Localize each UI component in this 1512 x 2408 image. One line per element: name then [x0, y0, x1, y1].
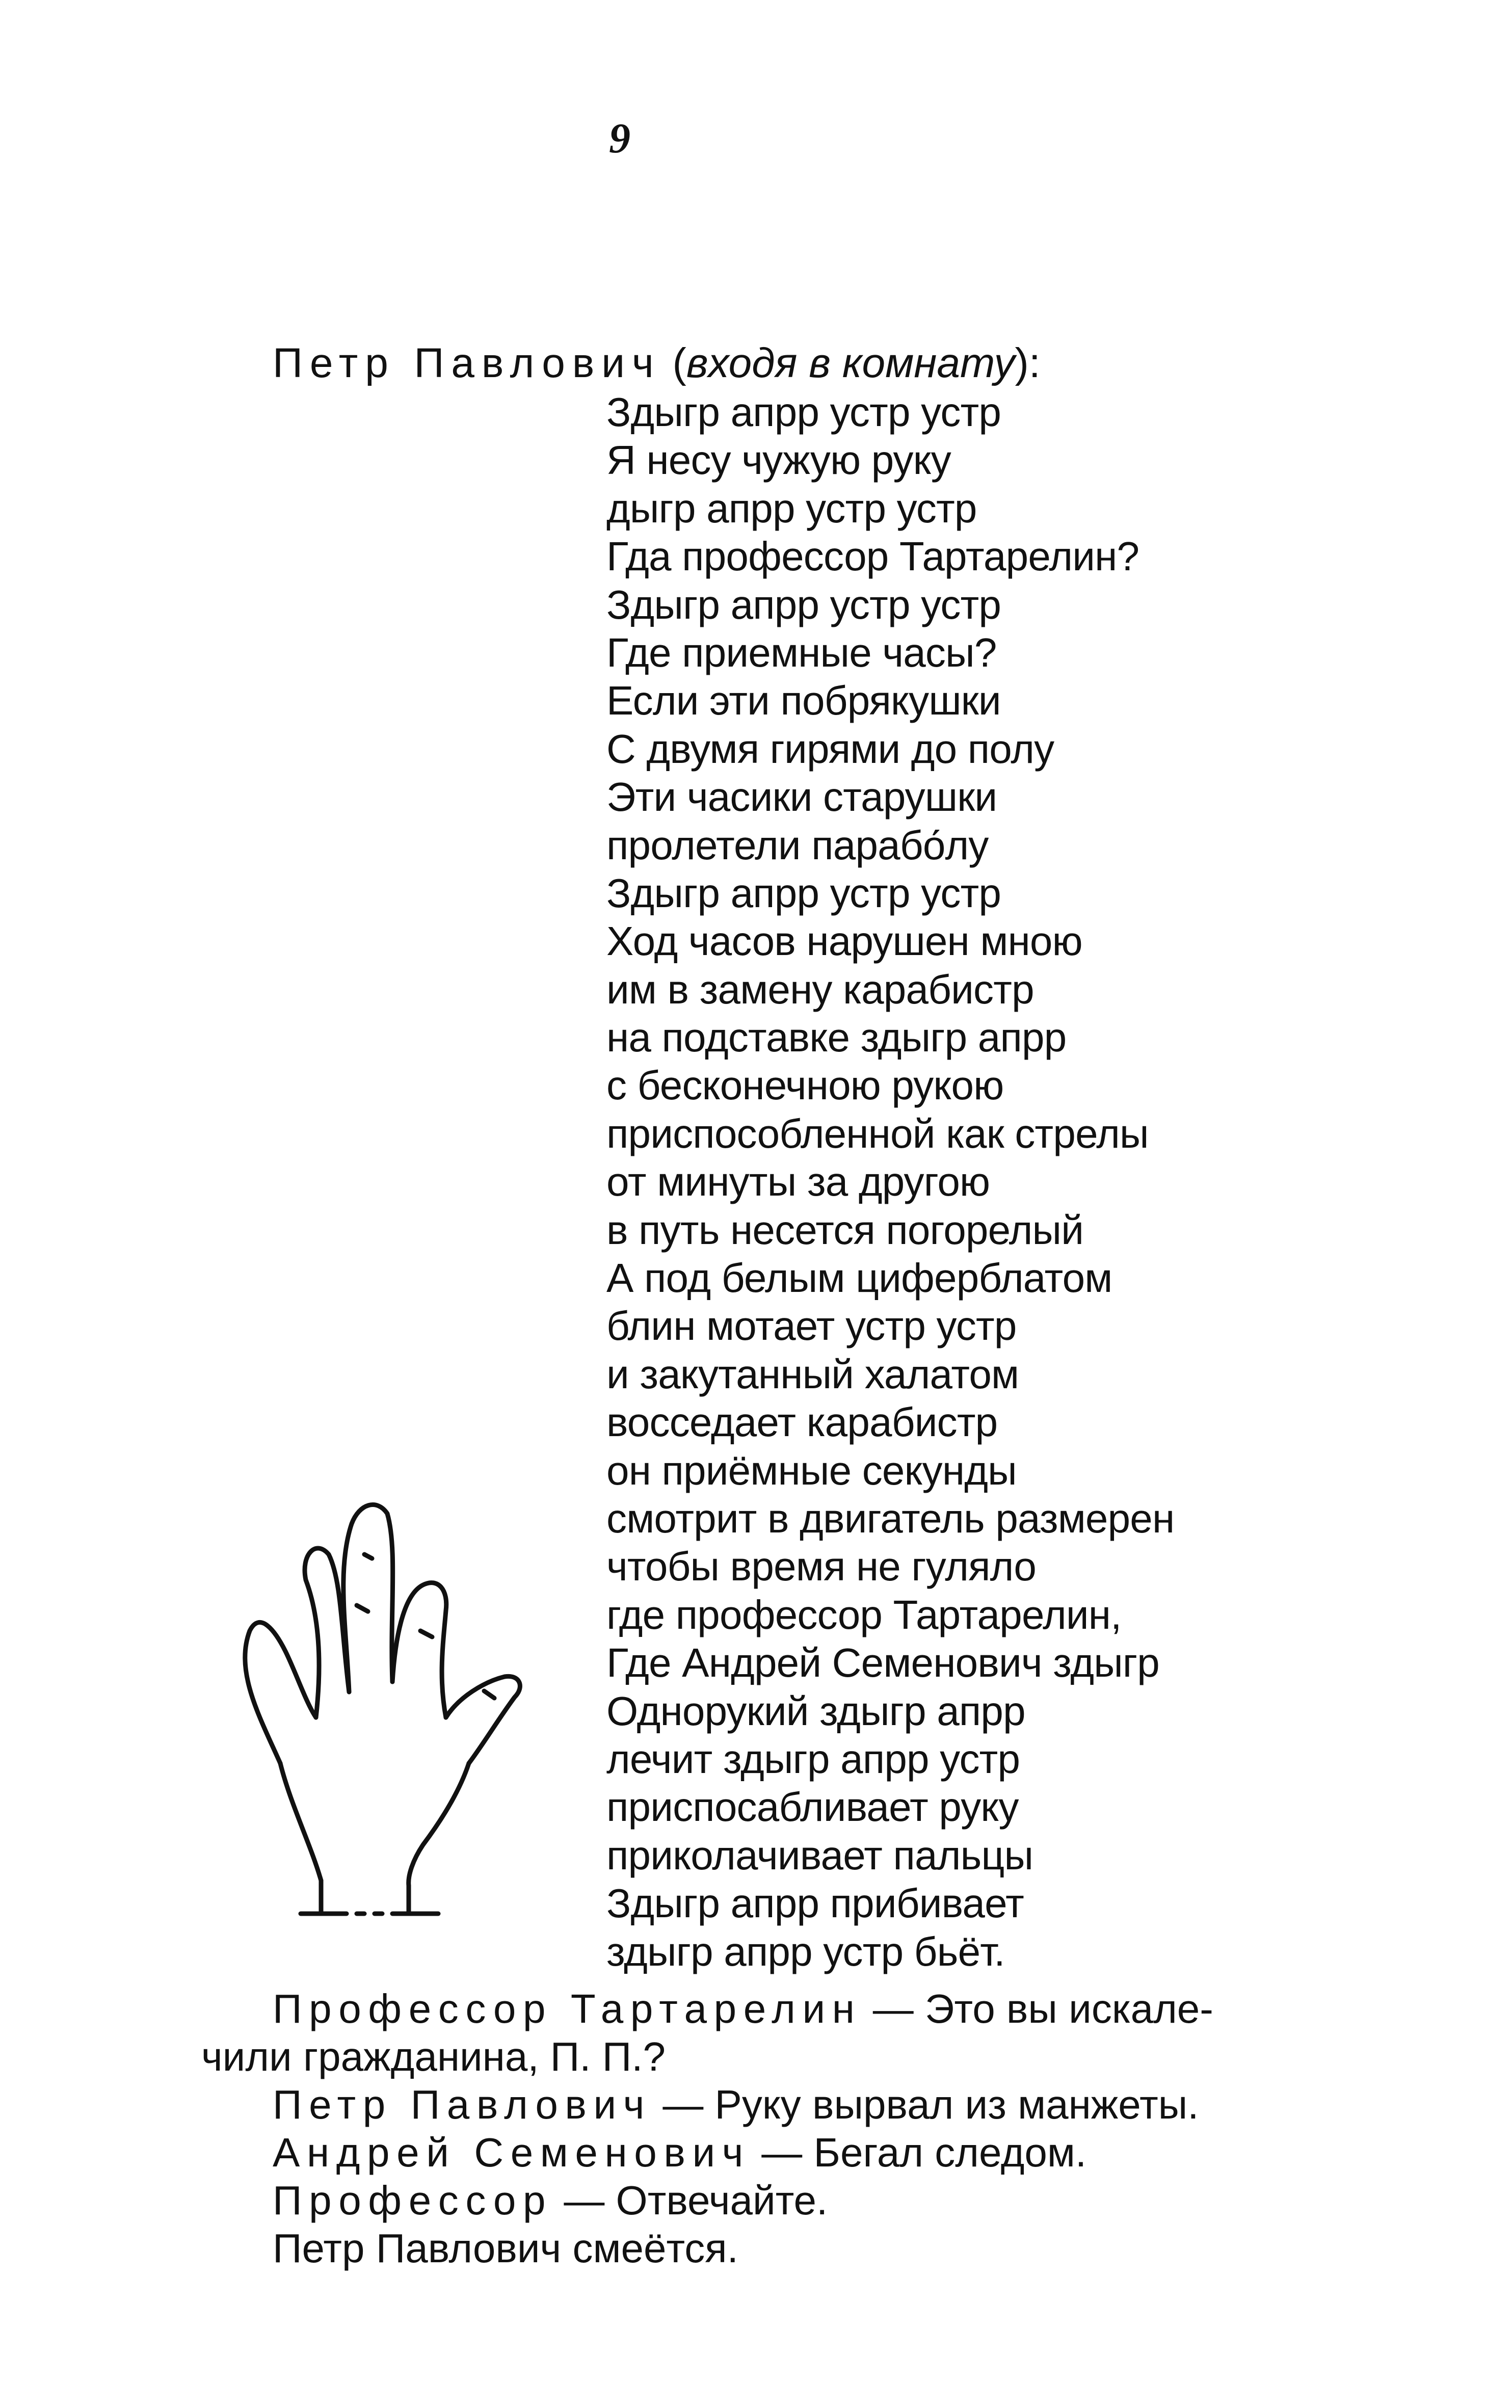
dialogue-line: [201, 2129, 1373, 2177]
dialogue-text: чили гражданина, П. П.?: [201, 2034, 666, 2079]
verse-line: Где Андрей Семенович здыгр: [606, 1640, 1159, 1686]
verse-block: [606, 388, 1174, 1976]
verse-line: Если эти побрякушки: [606, 678, 1001, 724]
verse-line: Здыгр апрр прибивает: [606, 1881, 1024, 1926]
verse-line: приспосабливает руку: [606, 1784, 1019, 1830]
verse-line: им в замену карабистр: [606, 966, 1034, 1012]
dialogue-text: — Бегал следом.: [750, 2130, 1087, 2175]
verse-line: Гда профессор Тартарелин?: [606, 534, 1139, 579]
verse-line: Здыгр апрр устр устр: [606, 870, 1001, 916]
hand-drawing-icon: [219, 1478, 576, 1926]
verse-line: пролетели парабо́лу: [606, 822, 989, 868]
verse-line: приколачивает пальцы: [606, 1832, 1033, 1878]
verse-line: от минуты за другою: [606, 1159, 990, 1205]
verse-line: приспособленной как стрелы: [606, 1110, 1149, 1156]
verse-line: С двумя гирями до полу: [606, 726, 1054, 772]
dialogue-text: Петр Павлович смеётся.: [273, 2226, 738, 2271]
verse-line: Где приемные часы?: [606, 629, 997, 675]
verse-line: лечит здыгр апрр устр: [606, 1736, 1020, 1782]
verse-line: Однорукий здыгр апрр: [606, 1688, 1025, 1734]
dialogue-line: [201, 2225, 1373, 2272]
verse-line: он приёмные секунды: [606, 1447, 1017, 1493]
dialogue-line: [201, 2177, 1373, 2225]
verse-line: на подставке здыгр апрр: [606, 1015, 1067, 1061]
verse-line: где профессор Тартарелин,: [606, 1592, 1122, 1637]
close-paren-colon: ):: [1015, 340, 1041, 386]
dialogue-text: — Руку вырвал из манжеты.: [651, 2082, 1199, 2127]
dialogue-line: [201, 2033, 1373, 2081]
verse-line: в путь несется погорелый: [606, 1207, 1084, 1253]
verse-line: блин мотает устр устр: [606, 1303, 1017, 1349]
speaker-name: Петр Павлович: [273, 340, 661, 386]
verse-line: дыгр апрр устр устр: [606, 485, 977, 531]
verse-line: Здыгр апрр устр устр: [606, 389, 1001, 435]
stage-direction: входя в комнату: [686, 340, 1015, 386]
dialogue-text: — Это вы искале-: [861, 1986, 1213, 2031]
verse-line: Я несу чужую руку: [606, 437, 951, 483]
verse-line: Эти часики старушки: [606, 774, 997, 820]
speaker-name: Петр Павлович: [273, 2082, 652, 2127]
speaker-name: Профессор Тартарелин: [273, 1986, 862, 2031]
verse-line: восседает карабистр: [606, 1399, 998, 1445]
dialogue-text: — Отвечайте.: [552, 2178, 828, 2223]
speaker-name: Андрей Семенович: [273, 2130, 751, 2175]
verse-line: с бесконечною рукою: [606, 1063, 1004, 1108]
dialogue-block: [201, 1985, 1373, 2272]
verse-line: и закутанный халатом: [606, 1351, 1019, 1397]
verse-line: Ход часов нарушен мною: [606, 918, 1082, 964]
opening-speaker-line: [273, 342, 1041, 384]
verse-line: Здыгр апрр устр устр: [606, 581, 1001, 627]
dialogue-line: [201, 1985, 1373, 2033]
page-number: 9: [609, 115, 630, 162]
verse-line: смотрит в двигатель размерен: [606, 1495, 1175, 1541]
verse-line: А под белым циферблатом: [606, 1255, 1112, 1301]
verse-line: здыгр апрр устр бьёт.: [606, 1928, 1005, 1974]
speaker-name: Профессор: [273, 2178, 553, 2223]
open-paren: (: [672, 340, 686, 386]
verse-line: чтобы время не гуляло: [606, 1544, 1037, 1590]
dialogue-line: [201, 2081, 1373, 2129]
